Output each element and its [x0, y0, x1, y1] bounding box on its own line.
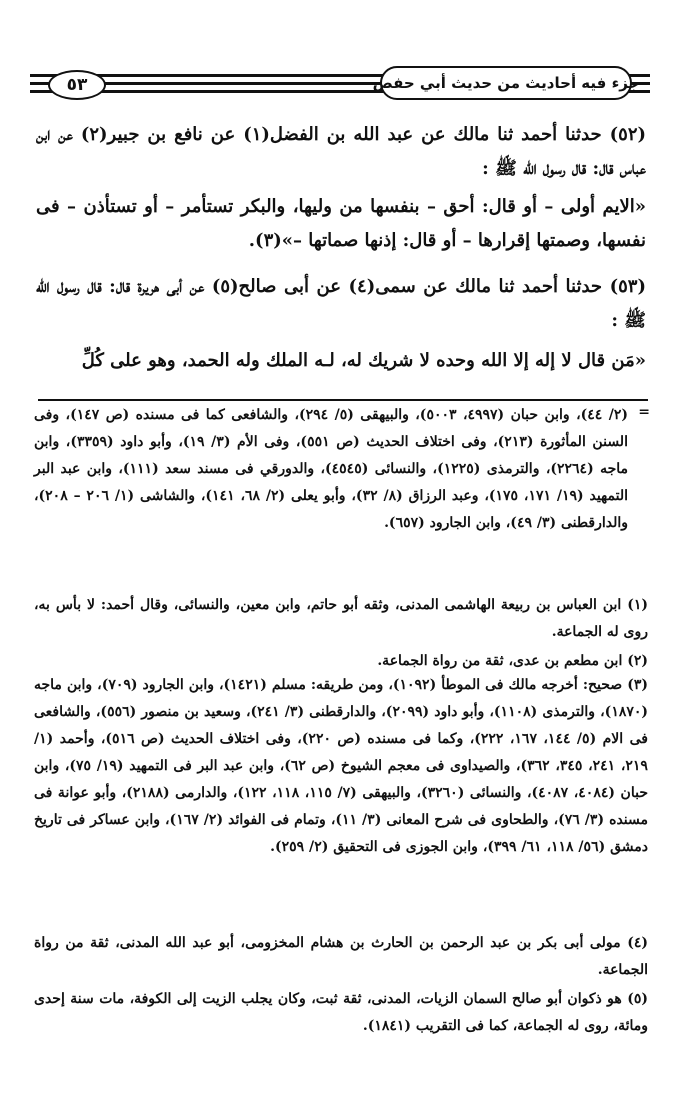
continuation-mark: =	[638, 404, 650, 420]
hadith-52-text: «الايم أولى – أو قال: أحق – بنفسها من وليها، والبكر تستأمر – أو تستأذن – فى نفسها، وصمتها إقرارها – أو قال: إذنها صماتها –»(٣).	[36, 196, 646, 251]
footnote-5: (٥) هو ذكوان أبو صالح السمان الزيات، المدنى، ثقة ثبت، وكان يجلب الزيت إلى الكوفة، مات سنة إحدى ومائة، روى له الجماعة، كما فى التقريب (١٨٤١).	[34, 991, 648, 1034]
page-number: ٥٣	[48, 70, 106, 100]
footnote-1: (١) ابن العباس بن ربيعة الهاشمى المدنى، وثقه أبو حاتم، وابن معين، والنسائى، وقال أحمد: لا بأس به، روى له الجماعة.	[34, 597, 648, 640]
footnote-3: (٣) صحيح: أخرجه مالك فى الموطأ (١٠٩٢)، ومن طريقه: مسلم (١٤٢١)، وابن الجارود (٧٠٩)، وابن ماجه (١٨٧٠)، والترمذى (١١٠٨)، وأبو داود (٢٠٩٩)، والدارقطنى (٣/ ٢٤١)، وسعيد بن منصور (٥٥٦)، والشافعى فى الام (٥/ ١٤٤، ١٦٧، ٢٢٢)، وكما فى مسنده (ص ٢٢٠)، وفى اختلاف الحديث (ص ٥١٦)، وأحمد (١/ ٢١٩، ٢٤١، ٣٤٥، ٣٦٢)، والصيداوى فى معجم الشيوخ (ص ٦٢)، وابن عبد البر فى التمهيد (١٩/ ٧٥)، وابن حبان (٤٠٨٤، ٤٠٨٧)، والنسائى (٣٢٦٠)، والبيهقى (٧/ ١١٥، ١١٨، ١٢٢)، والدارمى (٢١٨٨)، وأبو عوانة فى مسنده (٣/ ٧٦)، والطحاوى فى شرح المعانى (٣/ ١١)، وتمام فى الفوائد (٢/ ١٦٧)، وابن عساكر فى تاريخ دمشق (٥٦/ ١١٨، ٦١/ ٣٩٩)، وابن الجوزى فى التحقيق (٢/ ٢٥٩).	[34, 677, 649, 855]
hadith-53-text: «مَن قال لا إله إلا الله وحده لا شريك له، لـه الملك وله الحمد، وهو على كُلِّ	[81, 350, 646, 371]
running-title: جزء فيه أحاديث من حديث أبي حفص	[380, 66, 632, 100]
footnote-2: (٢) ابن مطعم بن عدى، ثقة من رواة الجماعة.	[377, 653, 648, 669]
footnote-continued: (٢/ ٤٤)، وابن حبان (٤٩٩٧، ٥٠٠٣)، والبيهقى (٥/ ٢٩٤)، والشافعى كما فى مسنده (ص ١٤٧)، وفى السنن المأثورة (٢١٣)، وفى اختلاف الحديث (ص ٥٥١)، وفى الأم (٣/ ١٩)، وأبو داود (٣٣٥٩)، وابن ماجه (٢٢٦٤)، والترمذى (١٢٢٥)، والنسائى (٤٥٤٥)، والدورقي فى مسند سعد (١١١)، وابن عبد البر التمهيد (١٩/ ١٧١، ١٧٥)، وعبد الرزاق (٨/ ٣٢)، وأبو يعلى (٢/ ٦٨، ١٤١)، والشاشى (١/ ٢٠٦ – ٢٠٨)، والدارقطنى (٣/ ٤٩)، وابن الجارود (٦٥٧).	[34, 407, 628, 531]
page-header	[30, 58, 650, 116]
footnote-divider	[38, 399, 648, 401]
hadith-52-isnad: (٥٢) حدثنا أحمد ثنا مالك عن عبد الله بن الفضل(١) عن نافع بن جبير(٢) عن ابن عباس قال: قال رسول الله ﷺ :	[36, 124, 647, 179]
footnote-4: (٤) مولى أبى بكر بن عبد الرحمن بن الحارث بن هشام المخزومى، أبو عبد الله المدنى، ثقة من رواة الجماعة.	[34, 935, 648, 978]
hadith-53-isnad: (٥٣) حدثنا أحمد ثنا مالك عن سمى(٤) عن أبى صالح(٥) عن أبى هريرة قال: قال رسول الله ﷺ :	[36, 276, 646, 331]
